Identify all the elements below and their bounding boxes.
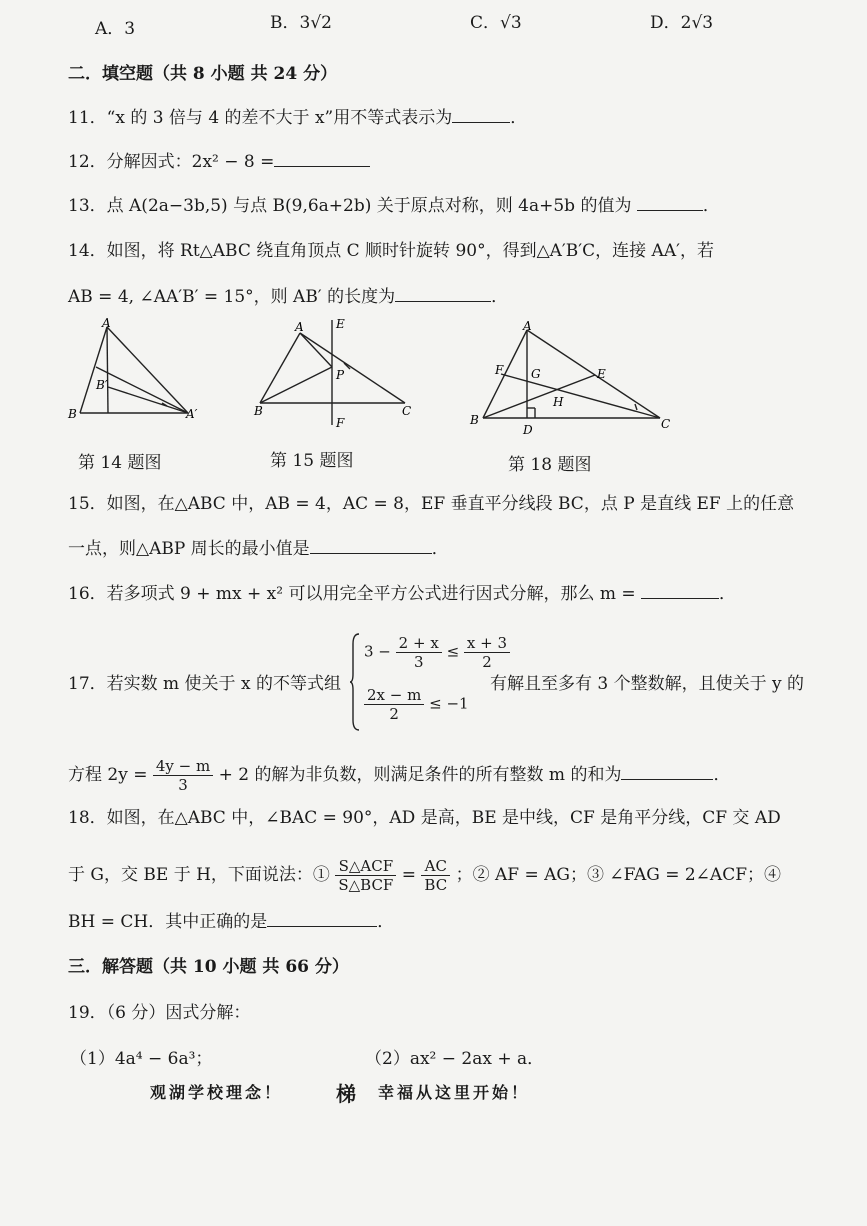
q16-answer-blank[interactable] xyxy=(641,582,719,599)
denominator: 3 xyxy=(178,776,188,794)
question-18-line1: 18．如图，在△ABC 中，∠BAC = 90°，AD 是高，BE 是中线，CF 是角平分线，CF 交 AD xyxy=(68,808,781,828)
option-label: B． xyxy=(270,13,300,33)
q10-option-a xyxy=(95,18,135,40)
question-17-line2: 方程 2y = $\frac{4y - m}{3}$ + 2 的解为非负数，则满足条件的所有整数 m 的和为 ． xyxy=(68,757,731,794)
q15-answer-blank[interactable] xyxy=(310,537,432,554)
fig14-label-a-prime: A′ xyxy=(186,407,198,421)
q17-inequality-1 xyxy=(364,634,510,671)
q18-side-ratio xyxy=(421,857,450,894)
denominator: BC xyxy=(424,876,448,894)
fig18-label-e: E xyxy=(597,367,606,381)
q18-equals: = xyxy=(401,865,416,885)
fig18-label-c: C xyxy=(661,417,671,431)
fig18-label-g: G xyxy=(531,367,541,381)
question-14-line1: 14．如图，将 Rt△ABC 绕直角顶点 C 顺时针旋转 90°，得到△A′B′C，连接 AA′，若 xyxy=(68,241,714,261)
q17-line2-prefix: 方程 2y = xyxy=(68,765,148,785)
figure-14 xyxy=(60,315,210,425)
q14-line2-text: AB = 4, ∠AA′B′ = 15°，则 AB′ 的长度为 xyxy=(68,287,396,307)
option-label: A． xyxy=(95,19,125,39)
option-value: √3 xyxy=(500,13,522,33)
school-logo-mark: 梯 xyxy=(336,1082,359,1106)
denominator: S△BCF xyxy=(338,876,394,894)
q12-answer-blank[interactable] xyxy=(274,150,370,167)
numerator: x + 3 xyxy=(464,634,510,653)
fig18-label-f: F xyxy=(495,363,504,377)
q17-ineq1-operator: ≤ xyxy=(446,642,460,661)
question-17-prefix: 17．若实数 m 使关于 x 的不等式组 xyxy=(68,674,341,694)
numerator: 2 + x xyxy=(396,634,442,653)
fig15-label-a: A xyxy=(295,320,304,334)
fig15-label-f: F xyxy=(336,416,345,430)
q12-text: 12．分解因式：2x² − 8 = xyxy=(68,152,275,172)
question-16: 16．若多项式 9 + mx + x² 可以用完全平方公式进行因式分解，那么 m = ． xyxy=(68,584,737,604)
fig18-label-a: A xyxy=(523,319,532,333)
fig15-label-b: B xyxy=(254,404,263,418)
question-14-line2: AB = 4, ∠AA′B′ = 15°，则 AB′ 的长度为 ． xyxy=(68,287,509,307)
question-18-line3: BH = CH．其中正确的是 ． xyxy=(68,912,395,932)
fig15-label-c: C xyxy=(402,404,412,418)
numerator: S△ACF xyxy=(335,857,396,876)
option-label: C． xyxy=(470,13,501,33)
fig15-label-e: E xyxy=(336,317,345,331)
fig18-label-d: D xyxy=(523,423,533,437)
fig14-caption: 第 14 题图 xyxy=(78,453,162,473)
question-19: 19．（6 分）因式分解： xyxy=(68,1003,251,1023)
question-12 xyxy=(68,150,370,173)
q17-inequality-system xyxy=(350,632,508,732)
figure-15 xyxy=(250,315,425,430)
fig14-label-b-prime: B′ xyxy=(96,378,108,392)
q14-answer-blank[interactable] xyxy=(395,285,491,302)
question-13: 13．点 A(2a−3b,5) 与点 B(9,6a+2b) 关于原点对称，则 4a+5b 的值为 ． xyxy=(68,196,720,216)
q15-line2-text: 一点，则△ABP 周长的最小值是 xyxy=(68,539,310,559)
q13-text: 13．点 A(2a−3b,5) 与点 B(9,6a+2b) 关于原点对称，则 4a+5b 的值为 xyxy=(68,196,632,216)
q17-left-brace xyxy=(350,632,360,732)
q18-area-ratio xyxy=(335,857,396,894)
q18-answer-blank[interactable] xyxy=(267,910,377,927)
q17-ineq2-right: ≤ −1 xyxy=(429,694,469,713)
q18-line3-text: BH = CH．其中正确的是 xyxy=(68,912,268,932)
question-15-line2: 一点，则△ABP 周长的最小值是 ． xyxy=(68,539,449,559)
q11-text: 11．“x 的 3 倍与 4 的差不大于 x”用不等式表示为 xyxy=(68,108,453,128)
denominator: 2 xyxy=(482,653,492,671)
fig18-label-h: H xyxy=(553,395,564,409)
numerator: 2x − m xyxy=(364,686,424,705)
option-value: 2√3 xyxy=(680,13,714,33)
fig18-label-b: B xyxy=(470,413,479,427)
q11-answer-blank[interactable] xyxy=(452,106,510,123)
question-18-line2 xyxy=(68,857,781,894)
section3-title: 三．解答题（共 10 小题 共 66 分） xyxy=(68,957,349,977)
q17-ineq1-right-fraction xyxy=(464,634,510,671)
option-value: 3√2 xyxy=(299,13,332,33)
section2-title: 二．填空题（共 8 小题 共 24 分） xyxy=(68,64,338,84)
option-value: 3 xyxy=(124,19,136,39)
question-19-part1: （1）4a⁴ − 6a³； xyxy=(70,1049,213,1069)
q18-line2-suffix: ；② AF = AG；③ ∠FAG = 2∠ACF；④ xyxy=(455,865,781,885)
question-19-part2: （2）ax² − 2ax + a． xyxy=(365,1049,545,1069)
denominator: 2 xyxy=(389,705,399,723)
fig15-caption: 第 15 题图 xyxy=(270,451,354,471)
fig14-label-a: A xyxy=(102,316,111,330)
school-motto-right: 幸福从这里开始！ xyxy=(378,1083,531,1102)
fig18-caption: 第 18 题图 xyxy=(508,455,592,475)
q18-line2-prefix: 于 G，交 BE 于 H，下面说法：① xyxy=(68,865,330,885)
q17-ineq1-left: 3 − xyxy=(364,642,391,661)
fig14-label-b: B xyxy=(68,407,77,421)
q13-answer-blank[interactable] xyxy=(637,194,703,211)
question-11: 11．“x 的 3 倍与 4 的差不大于 x”用不等式表示为 ． xyxy=(68,108,528,128)
school-motto-left: 观湖学校理念！ xyxy=(150,1083,284,1102)
q10-option-c xyxy=(470,12,522,34)
q17-ineq2-fraction xyxy=(364,686,424,723)
fig15-label-p: P xyxy=(336,368,345,382)
q17-ineq1-fraction xyxy=(396,634,442,671)
question-17-suffix: 有解且至多有 3 个整数解，且使关于 y 的 xyxy=(490,674,805,694)
q17-answer-blank[interactable] xyxy=(621,763,713,780)
q16-text: 16．若多项式 9 + mx + x² 可以用完全平方公式进行因式分解，那么 m = xyxy=(68,584,636,604)
q17-equation-fraction xyxy=(153,757,213,794)
q17-inequality-2 xyxy=(364,686,469,723)
q10-option-d xyxy=(650,12,713,34)
q17-line2-suffix: + 2 的解为非负数，则满足条件的所有整数 m 的和为 xyxy=(218,765,622,785)
question-15-line1: 15．如图，在△ABC 中，AB = 4，AC = 8，EF 垂直平分线段 BC，点 P 是直线 EF 上的任意 xyxy=(68,494,795,514)
denominator: 3 xyxy=(413,653,424,671)
numerator: 4y − m xyxy=(153,757,213,776)
numerator: AC xyxy=(421,857,450,876)
option-label: D． xyxy=(650,13,681,33)
q10-option-b xyxy=(270,12,332,34)
figure-18 xyxy=(465,318,680,438)
